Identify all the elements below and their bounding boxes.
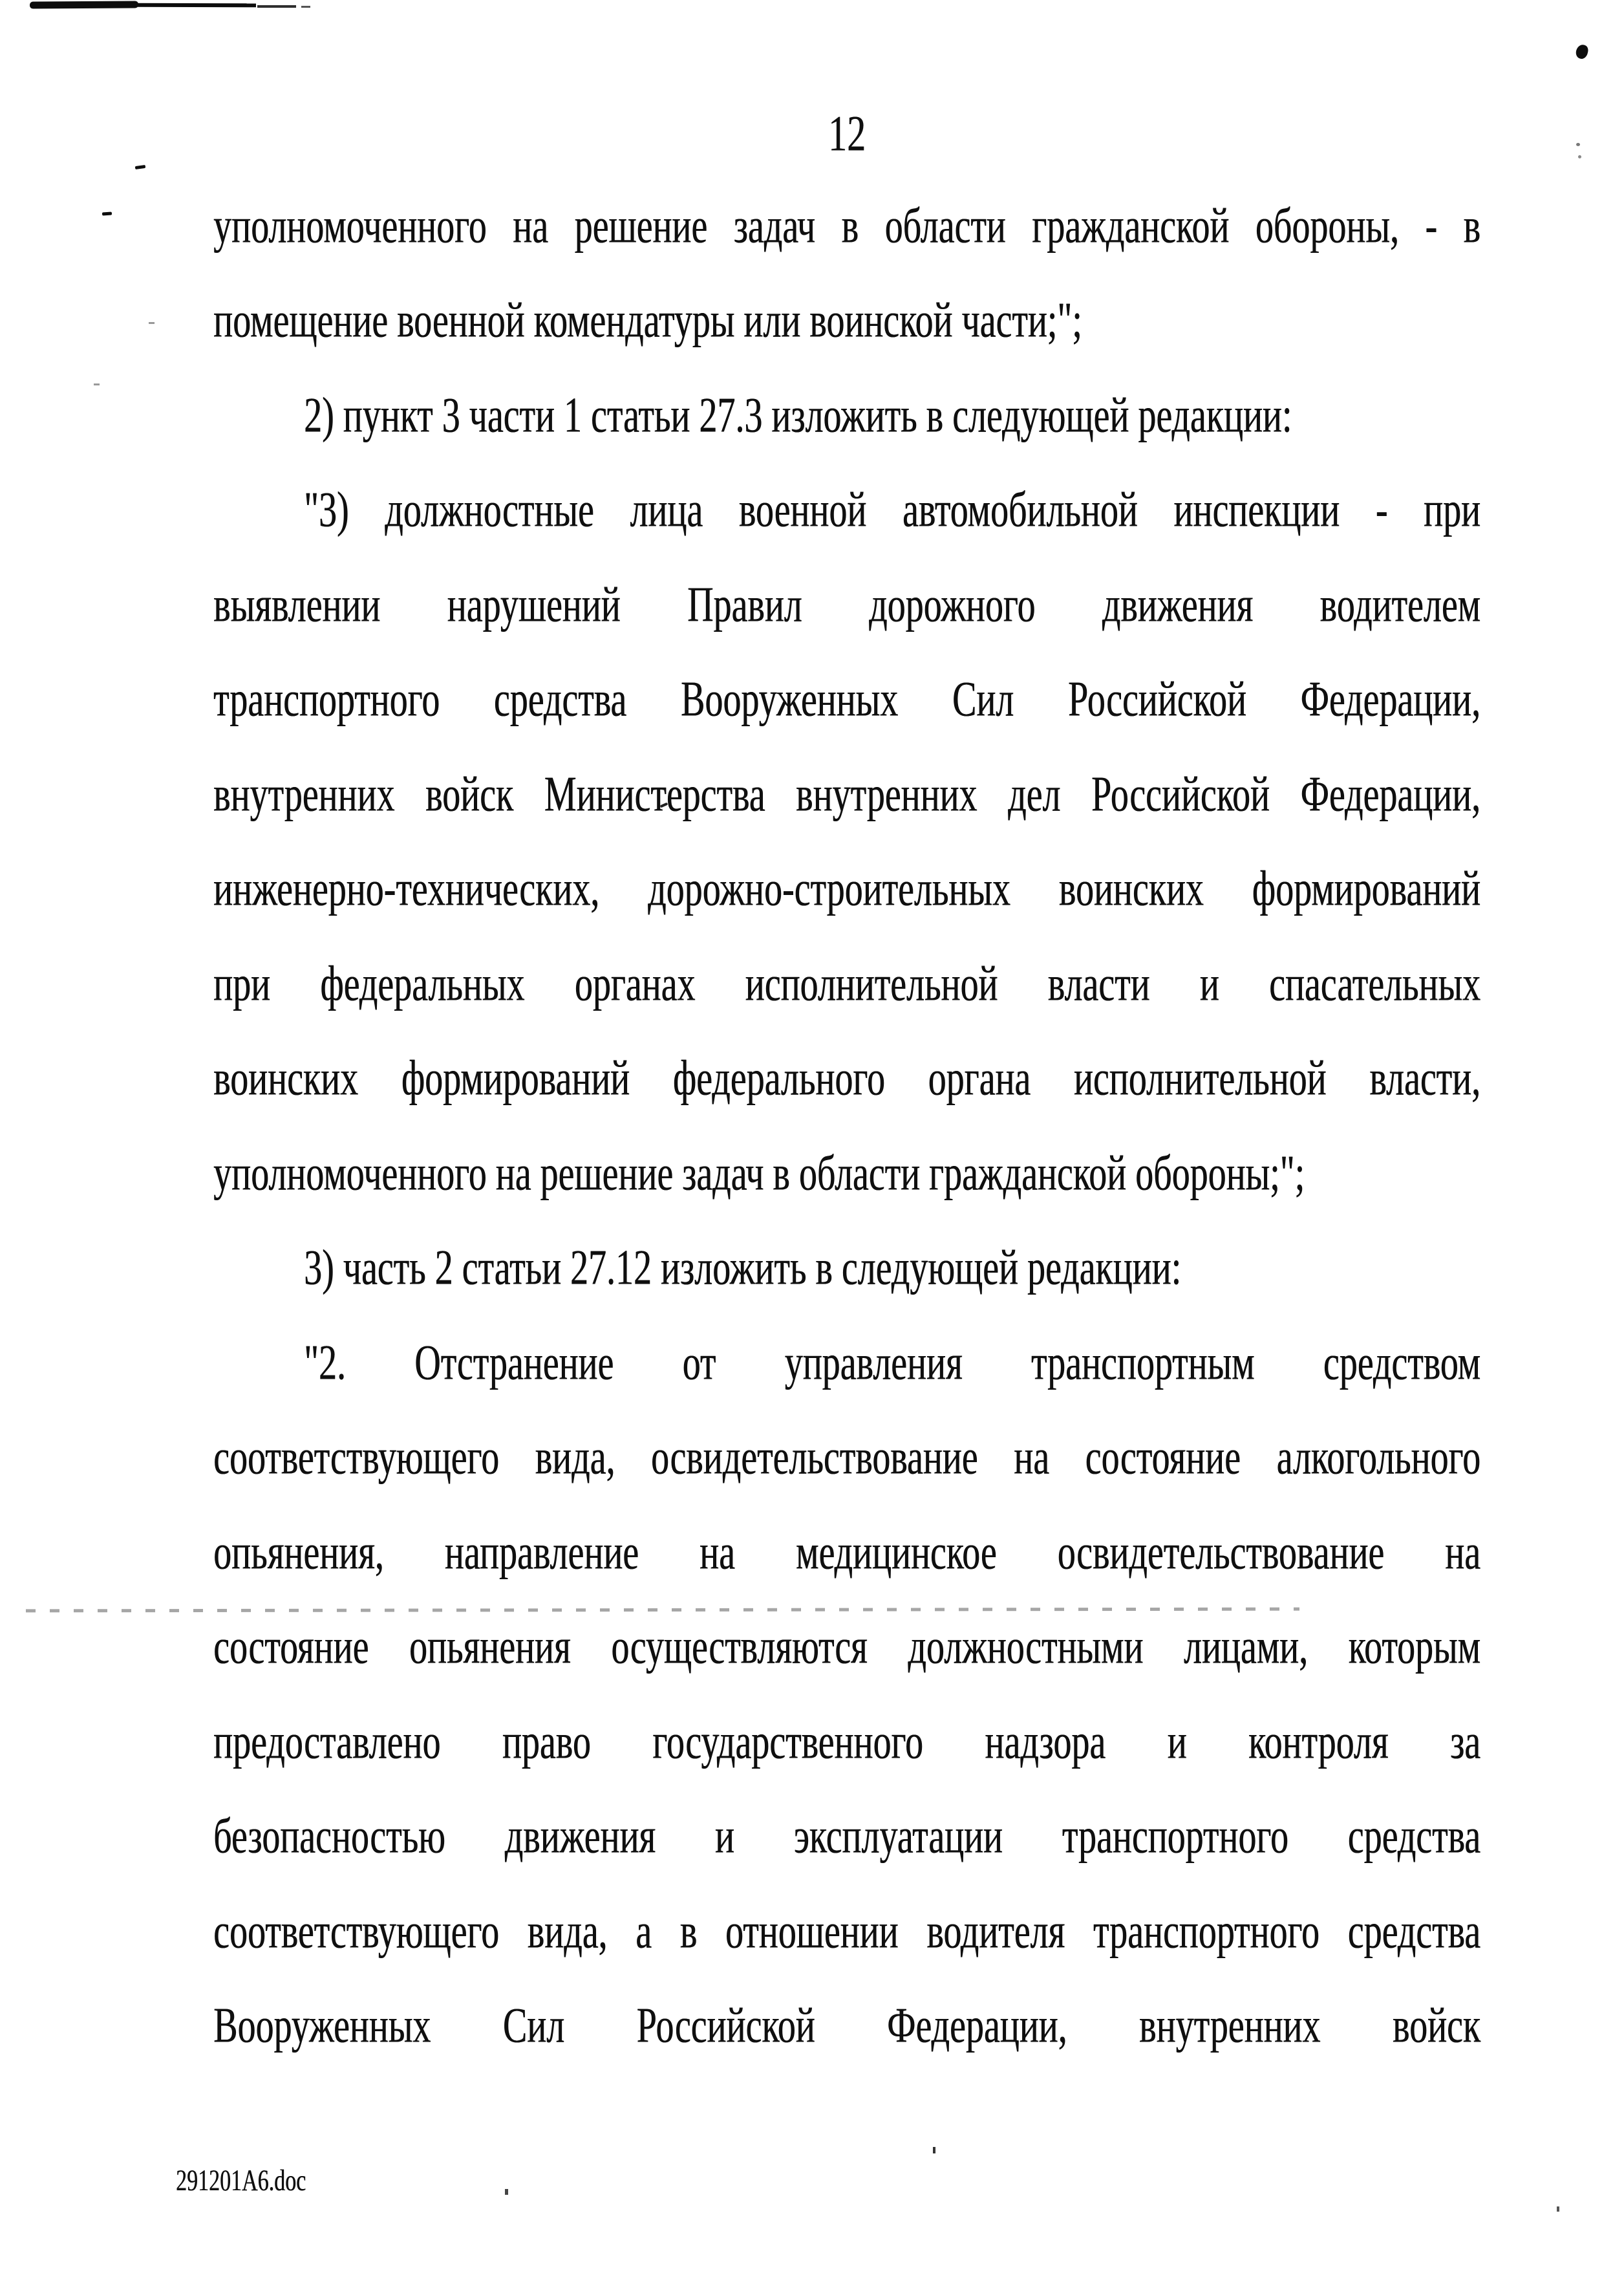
text-line: "2. Отстранение от управления транспортным средством — [304, 1335, 1480, 1391]
text-line: транспортного средства Вооруженных Сил Российской Федерации, — [213, 671, 1480, 728]
scan-smudge-tail — [257, 5, 296, 8]
scan-smudge-line — [134, 3, 256, 7]
text-line: внутренних войск Министерства внутренних дел Российской Федерации, — [213, 766, 1480, 823]
scan-speck — [1578, 155, 1581, 158]
text-line: "3) должностные лица военной автомобильной инспекции - при — [304, 482, 1480, 538]
scan-smudge-dash — [301, 6, 310, 8]
scan-speck — [1557, 2206, 1559, 2212]
text-line: состояние опьянения осуществляются должностными лицами, которым — [213, 1619, 1480, 1675]
text-line: Вооруженных Сил Российской Федерации, внутренних войск — [213, 1998, 1480, 2054]
text-line: помещение военной комендатуры или воинской части;"; — [213, 292, 1082, 349]
margin-dash — [135, 165, 146, 169]
text-line: уполномоченного на решение задач в области гражданской обороны, - в — [213, 198, 1480, 254]
margin-dash — [102, 211, 112, 215]
scan-speck — [1576, 143, 1580, 146]
text-line: воинских формирований федерального органа исполнительной власти, — [213, 1050, 1480, 1106]
footer-filename: 291201А6.doc — [176, 2164, 306, 2198]
text-line: безопасностью движения и эксплуатации транспортного средства — [213, 1808, 1480, 1864]
text-line: 3) часть 2 статьи 27.12 изложить в следующей редакции: — [304, 1240, 1182, 1296]
scan-noise-band — [26, 1608, 1299, 1613]
scan-smudge-blob — [30, 1, 138, 8]
text-line: соответствующего вида, освидетельствование на состояние алкогольного — [213, 1429, 1480, 1485]
margin-speck — [94, 383, 100, 385]
text-line: соответствующего вида, а в отношении водителя транспортного средства — [213, 1903, 1480, 1959]
scan-speck — [933, 2147, 935, 2153]
text-line: опьянения, направление на медицинское освидетельствование на — [213, 1524, 1480, 1580]
text-line: инженерно-технических, дорожно-строительных воинских формирований — [213, 861, 1480, 917]
page-number: 12 — [828, 105, 866, 162]
text-line: уполномоченного на решение задач в области гражданской обороны;"; — [213, 1145, 1305, 1202]
text-line: при федеральных органах исполнительной власти и спасательных — [213, 956, 1480, 1012]
margin-speck — [149, 322, 155, 324]
text-line: предоставлено право государственного надзора и контроля за — [213, 1714, 1480, 1770]
scan-speck — [505, 2189, 508, 2195]
text-line: 2) пункт 3 части 1 статьи 27.3 изложить в следующей редакции: — [304, 387, 1292, 444]
text-line: выявлении нарушений Правил дорожного движения водителем — [213, 577, 1480, 633]
scan-corner-dot — [1574, 43, 1589, 60]
